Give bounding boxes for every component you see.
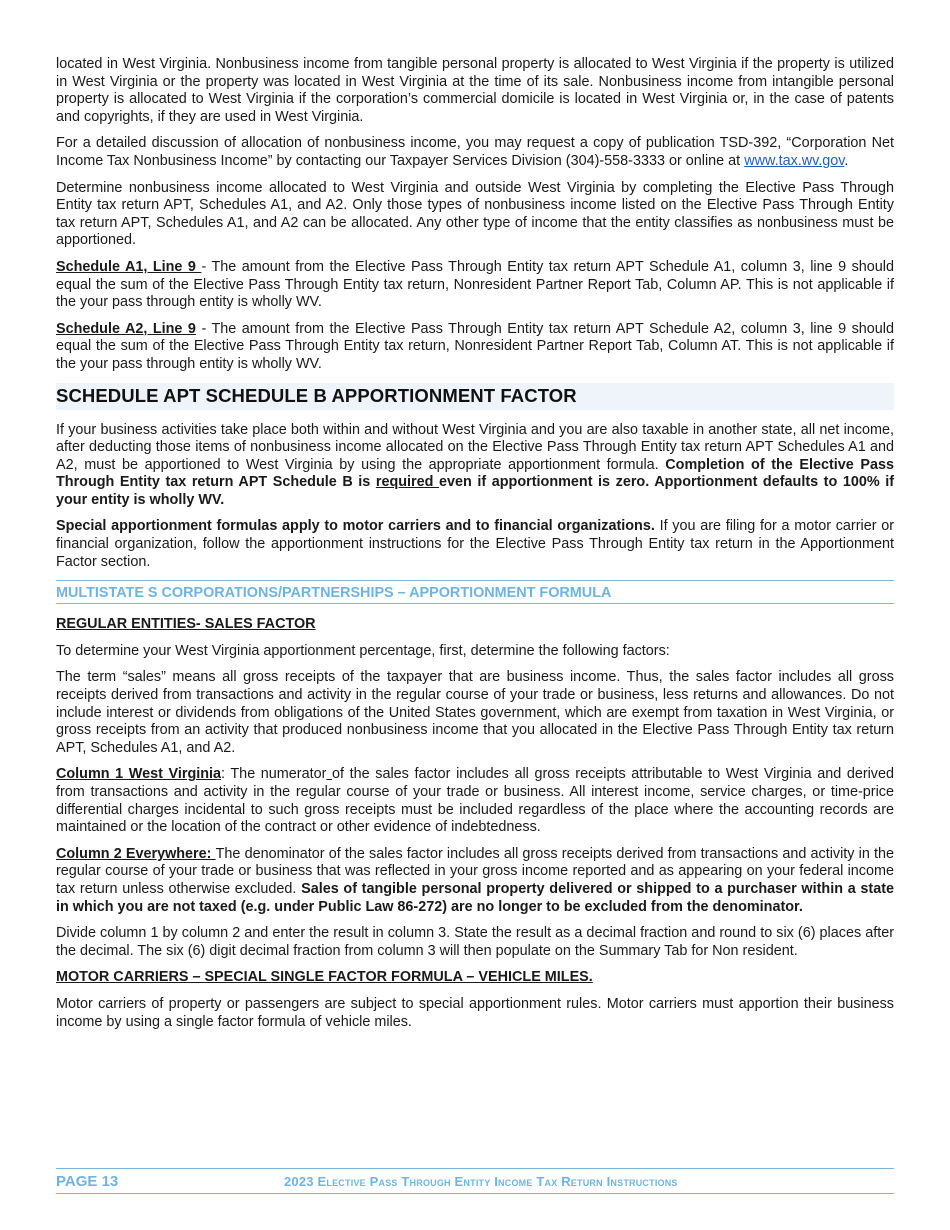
- paragraph-tsd392-end: .: [844, 152, 849, 169]
- paragraph-special-formulas: [56, 518, 894, 571]
- paragraph-apportionment-intro: [56, 422, 894, 510]
- motor-carriers-label: MOTOR CARRIERS – SPECIAL SINGLE FACTOR FORMULA – VEHICLE MILES.: [56, 969, 593, 986]
- tax-website-link[interactable]: www.tax.wv.gov: [744, 152, 845, 169]
- apportionment-required-text-2: even if apportionment is zero. Apportionment defaults to 100% if your entity is wholly WV.: [56, 474, 894, 508]
- schedule-a2-text: - The amount from the Elective Pass Through Entity tax return APT Schedule A2, column 3, line 9 should equal the sum of the Elective Pass Through Entity tax return, Nonresident Partner Report Tab, Column AT. This is not applicable if the your pass through entity is wholly WV.: [56, 320, 895, 372]
- subheading-multistate: MULTISTATE S CORPORATIONS/PARTNERSHIPS – APPORTIONMENT FORMULA: [56, 580, 894, 604]
- footer-page-number: PAGE 13: [56, 1173, 119, 1190]
- paragraph-determine-percentage: To determine your West Virginia apportionment percentage, first, determine the following factors:: [56, 642, 670, 659]
- apportionment-required-word: required: [375, 474, 440, 491]
- paragraph-divide-columns: Divide column 1 by column 2 and enter the result in column 3. State the result as a decimal fraction and round to six (6) places after the decimal. The six (6) digit decimal fraction from column 3 will then populate on the Summary Tab for Non resident.: [56, 925, 894, 959]
- paragraph-column-2: [56, 846, 894, 916]
- column-2-label: Column 2 Everywhere:: [56, 845, 216, 862]
- paragraph-sales-definition: The term “sales” means all gross receipts of the taxpayer that are business income. Thus, the sales factor includes all gross receipts derived from transactions and activity in the regular course of your trade or business, less returns and allowances. Do not include interest or dividends from obligations of the United States government, which are exempt from taxation in West Virginia, or gross receipts from an activity that produced nonbusiness income that you allocated in the Elective Pass Through Entity tax return APT, Schedules A1, and A2.: [56, 669, 894, 756]
- page-body: [56, 56, 894, 1040]
- paragraph-schedule-a1: [56, 259, 894, 312]
- apportionment-required-text-1: Completion of the Elective Pass Through Entity tax return APT Schedule B is: [56, 456, 895, 491]
- apportionment-intro-text: If your business activities take place both within and without West Virginia and you are also taxable in another state, all net income, after deducting those items of nonbusiness income allocated on the Elective Pass Through Entity tax return APT Schedules A1 and A2, must be apportioned to West Virginia by using the appropriate apportionment formula.: [56, 421, 894, 473]
- paragraph-determine-nonbusiness: Determine nonbusiness income allocated to West Virginia and outside West Virginia by completing the Elective Pass Through Entity tax return APT, Schedules A1, and A2. Only those types of nonbusiness income listed on the Elective Pass Through Entity tax return APT, Schedules A1, and A2 can be allocated. Any other type of income that the entity classifies as nonbusiness must be apportioned.: [56, 179, 894, 249]
- paragraph-schedule-a2: [56, 321, 894, 374]
- section-heading-apportionment: SCHEDULE APT SCHEDULE B APPORTIONMENT FACTOR: [56, 383, 894, 410]
- column-1-text-b: of the sales factor includes all gross receipts attributable to West Virginia and derived from transactions and activity in the regular course of your trade or business. All interest income, service charges, or time-price differential charges incidental to such gross receipts must be included regardless of the place where the accounting records are maintained or the location of the contract or other evidence of indebtedness.: [56, 766, 895, 836]
- footer-document-title: 2023 Elective Pass Through Entity Income Tax Return Instructions: [284, 1174, 678, 1189]
- regular-entities-label: REGULAR ENTITIES- SALES FACTOR: [56, 616, 316, 633]
- paragraph-column-1: [56, 766, 894, 836]
- schedule-a1-label: Schedule A1, Line 9: [56, 258, 202, 275]
- special-formulas-bold: Special apportionment formulas apply to motor carriers and to financial organizations.: [56, 518, 655, 535]
- column-1-label: Column 1 West Virginia: [56, 766, 222, 783]
- paragraph-nonbusiness-allocation: located in West Virginia. Nonbusiness income from tangible personal property is allocated to West Virginia if the property is utilized in West Virginia or the property was located in West Virginia at the time of its sale. Nonbusiness income from intangible personal property is allocated to West Virginia if the corporation’s commercial domicile is located in West Virginia or, in the case of patents and copyrights, if they are used in West Virginia.: [56, 56, 894, 125]
- paragraph-tsd392: [56, 135, 894, 170]
- regular-entities-heading: [56, 616, 894, 634]
- paragraph-tsd392-text: For a detailed discussion of allocation of nonbusiness income, you may request a copy of publication TSD-392, “Corporation Net Income Tax Nonbusiness Income” by contacting our Taxpayer Services Division (304)-558-3333 or online at: [56, 135, 894, 169]
- schedule-a1-text: - The amount from the Elective Pass Through Entity tax return APT Schedule A1, column 3, line 9 should equal the sum of the Elective Pass Through Entity tax return, Nonresident Partner Report Tab, Column AP. This is not applicable if the your pass through entity is wholly WV.: [56, 258, 895, 311]
- page-footer: [56, 1168, 894, 1194]
- schedule-a2-label: Schedule A2, Line 9: [56, 320, 196, 337]
- column-1-text-a: : The numerator: [221, 766, 327, 783]
- column-2-bold: Sales of tangible personal property delivered or shipped to a purchaser within a state in which you are not taxed (e.g. under Public Law 86-272) are no longer to be excluded from the denominator.: [56, 880, 894, 915]
- column-2-text: The denominator of the sales factor includes all gross receipts derived from transactions and activity in the regular course of your trade or business that was reflected in your gross income reported and as appearing on your federal income tax return unless otherwise excluded.: [56, 845, 894, 897]
- paragraph-motor-carriers: Motor carriers of property or passengers are subject to special apportionment rules. Motor carriers must apportion their business income by using a single factor formula of vehicle miles.: [56, 995, 894, 1030]
- special-formulas-text: If you are filing for a motor carrier or financial organization, follow the apportionment instructions for the Elective Pass Through Entity tax return in the Apportionment Factor section.: [56, 518, 895, 570]
- motor-carriers-heading: [56, 969, 894, 987]
